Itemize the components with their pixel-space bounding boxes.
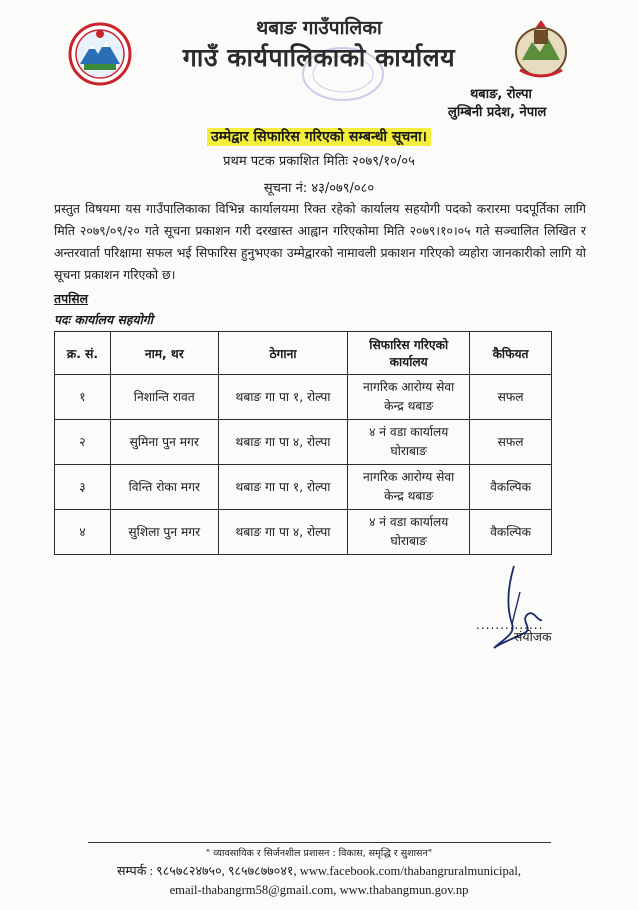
details-heading: तपसिल xyxy=(54,291,89,306)
header-serial: क्र. सं. xyxy=(55,332,111,375)
footer-contact-email: email-thabangrm58@gmail.com, www.thabangmun.gov.np xyxy=(169,883,469,897)
cell-remark: वैकल्पिक xyxy=(470,510,552,555)
header-address: ठेगाना xyxy=(218,332,348,375)
cell-office xyxy=(348,375,470,420)
cell-remark: सफल xyxy=(470,375,552,420)
cell-name: निशान्ति रावत xyxy=(110,375,218,420)
table-row xyxy=(55,375,552,420)
footer-contact-phone: सम्पर्क : ९८५७८२४७५०, ९८५७८७७०४१, www.facebook.com/thabangruralmunicipal, xyxy=(117,864,521,878)
office-line1: नागरिक आरोग्य सेवा xyxy=(363,470,455,484)
table-header-row xyxy=(55,332,552,375)
cell-serial: २ xyxy=(55,420,111,465)
cell-name: विन्ति रोका मगर xyxy=(110,465,218,510)
cell-name: सुशिला पुन मगर xyxy=(110,510,218,555)
footer-tagline: " व्यावसायिक र सिर्जनशील प्रशासन : विकास, समृद्धि र सुशासन" xyxy=(205,848,433,859)
cell-remark: सफल xyxy=(470,420,552,465)
notice-body: प्रस्तुत विषयमा यस गाउँपालिकाका विभिन्न कार्यालयमा रिक्त रहेको कार्यालय सहयोगी पदको करारमा पदपूर्तिका लागि मिति २०७९/०९/२० गते सूचना प्रकाशन गरी दरखास्त आह्वान गरिएकोमा मिति २०७९।१०।०५ गते सञ्चालित लिखित र अन्तरवार्ता परिक्षामा सफल भई सिफारिस हुनुभएका उम्मेद्वारको नामावली प्रकाशन गरिएको व्यहोरा जानकारीको लागि यो सूचना प्रकाशन गरिएको छ। xyxy=(54,201,586,282)
cell-serial: ३ xyxy=(55,465,111,510)
cell-serial: ४ xyxy=(55,510,111,555)
office-line1: ४ नं वडा कार्यालय xyxy=(369,515,449,529)
notice-title-text: उम्मेद्वार सिफारिस गरिएको सम्बन्धी सूचना। xyxy=(207,128,431,146)
cell-address: थबाङ गा पा १, रोल्पा xyxy=(218,465,348,510)
cell-office xyxy=(348,465,470,510)
cell-office xyxy=(348,510,470,555)
footer-divider xyxy=(88,842,551,843)
signature-line: .............. xyxy=(476,618,544,632)
table-row xyxy=(55,465,552,510)
office-name: गाउँ कार्यपालिकाको कार्यालय xyxy=(182,43,456,72)
table-row xyxy=(55,510,552,555)
municipality-name: थबाङ गाउँपालिका xyxy=(256,17,382,39)
office-line2: घोराबाङ xyxy=(390,534,427,548)
notice-number: सूचना नं: ४३/०७९/०८० xyxy=(263,181,375,196)
cell-remark: वैकल्पिक xyxy=(470,465,552,510)
signatory-title: संयोजक xyxy=(514,629,552,644)
candidate-table xyxy=(54,331,552,555)
header-remark: कैफियत xyxy=(470,332,552,375)
table-row xyxy=(55,420,552,465)
cell-address: थबाङ गा पा ४, रोल्पा xyxy=(218,510,348,555)
cell-serial: १ xyxy=(55,375,111,420)
published-date: प्रथम पटक प्रकाशित मितिः २०७९/१०/०५ xyxy=(223,154,415,169)
office-line2: घोराबाङ xyxy=(390,444,427,458)
cell-address: थबाङ गा पा १, रोल्पा xyxy=(218,375,348,420)
post-label: पदः कार्यालय सहयोगी xyxy=(54,312,153,327)
office-address-province: लुम्बिनी प्रदेश, नेपाल xyxy=(448,105,547,120)
office-address-district: थबाङ, रोल्पा xyxy=(470,87,532,102)
cell-office xyxy=(348,420,470,465)
office-line2: केन्द्र थबाङ xyxy=(384,489,434,503)
office-line1: नागरिक आरोग्य सेवा xyxy=(363,380,455,394)
office-line2: केन्द्र थबाङ xyxy=(384,399,434,413)
office-line1: ४ नं वडा कार्यालय xyxy=(369,425,449,439)
header-name: नाम, थर xyxy=(110,332,218,375)
cell-name: सुमिना पुन मगर xyxy=(110,420,218,465)
cell-address: थबाङ गा पा ४, रोल्पा xyxy=(218,420,348,465)
notice-title xyxy=(0,126,638,146)
header-office: सिफारिस गरिएको कार्यालय xyxy=(348,332,470,375)
